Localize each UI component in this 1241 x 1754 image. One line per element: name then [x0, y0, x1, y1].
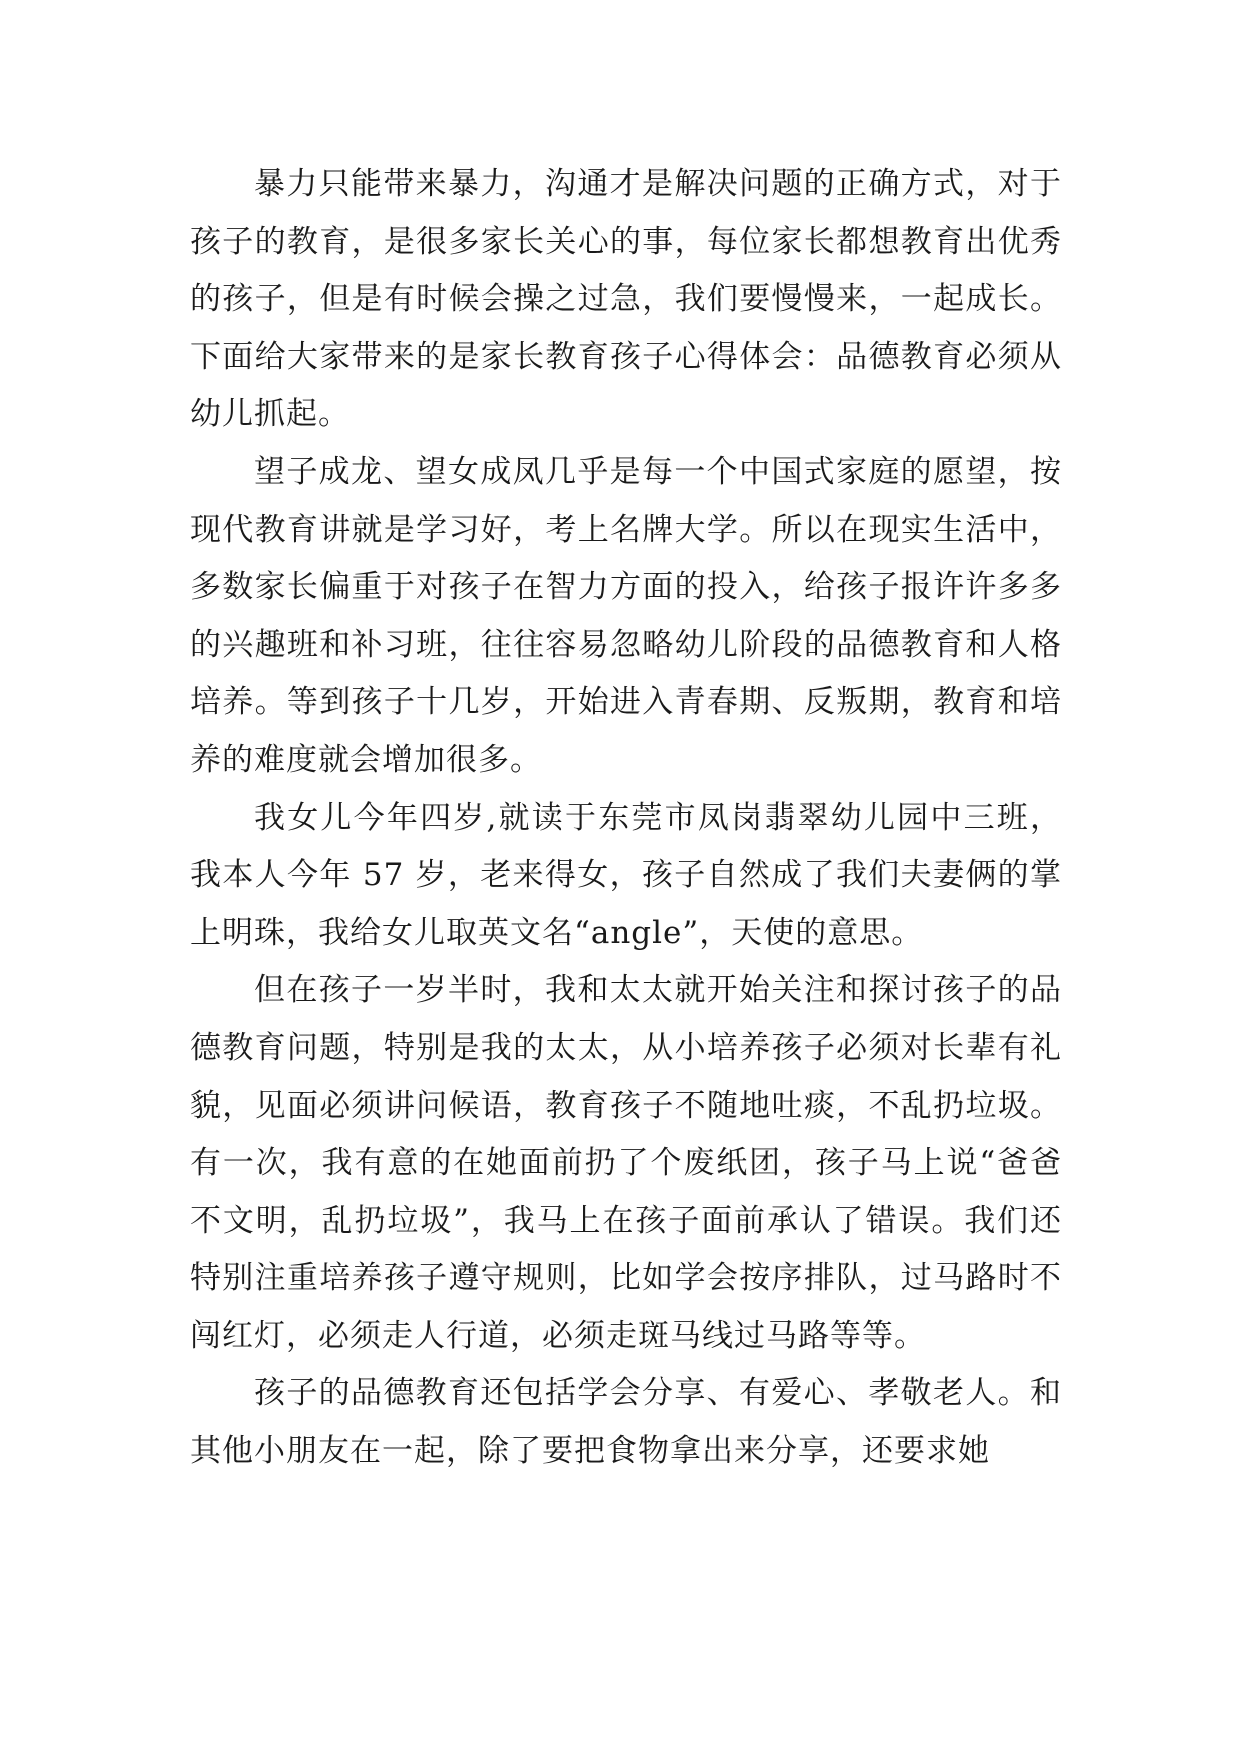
paragraph-intro: 暴力只能带来暴力，沟通才是解决问题的正确方式，对于孩子的教育，是很多家长关心的事，每位家长都想教育出优秀的孩子，但是有时候会操之过急，我们要慢慢来，一起成长。下面给大家带来的是家长教育孩子心得体会：品德教育必须从幼儿抓起。	[190, 166, 1062, 433]
paragraph-moral-education: 但在孩子一岁半时，我和太太就开始关注和探讨孩子的品德教育问题，特别是我的太太，从小培养孩子必须对长辈有礼貌，见面必须讲问候语，教育孩子不随地吐痰，不乱扔垃圾。有一次，我有意的在她面前扔了个废纸团，孩子马上说“爸爸不文明，乱扔垃圾”，我马上在孩子面前承认了错误。我们还特别注重培养孩子遵守规则，比如学会按序排队，过马路时不闯红灯，必须走人行道，必须走斑马线过马路等等。	[190, 972, 1062, 1354]
document-page	[190, 156, 1062, 1481]
paragraph-family-expectations: 望子成龙、望女成凤几乎是每一个中国式家庭的愿望，按现代教育讲就是学习好，考上名牌大学。所以在现实生活中，多数家长偏重于对孩子在智力方面的投入，给孩子报许许多多的兴趣班和补习班，往往容易忽略幼儿阶段的品德教育和人格培养。等到孩子十几岁，开始进入青春期、反叛期，教育和培养的难度就会增加很多。	[190, 453, 1062, 778]
paragraph-daughter: 我女儿今年四岁,就读于东莞市凤岗翡翠幼儿园中三班，我本人今年 57 岁，老来得女，孩子自然成了我们夫妻俩的掌上明珠，我给女儿取英文名“angle”，天使的意思。	[190, 799, 1062, 951]
paragraph-sharing: 孩子的品德教育还包括学会分享、有爱心、孝敬老人。和其他小朋友在一起，除了要把食物拿出来分享，还要求她	[190, 1375, 1062, 1470]
